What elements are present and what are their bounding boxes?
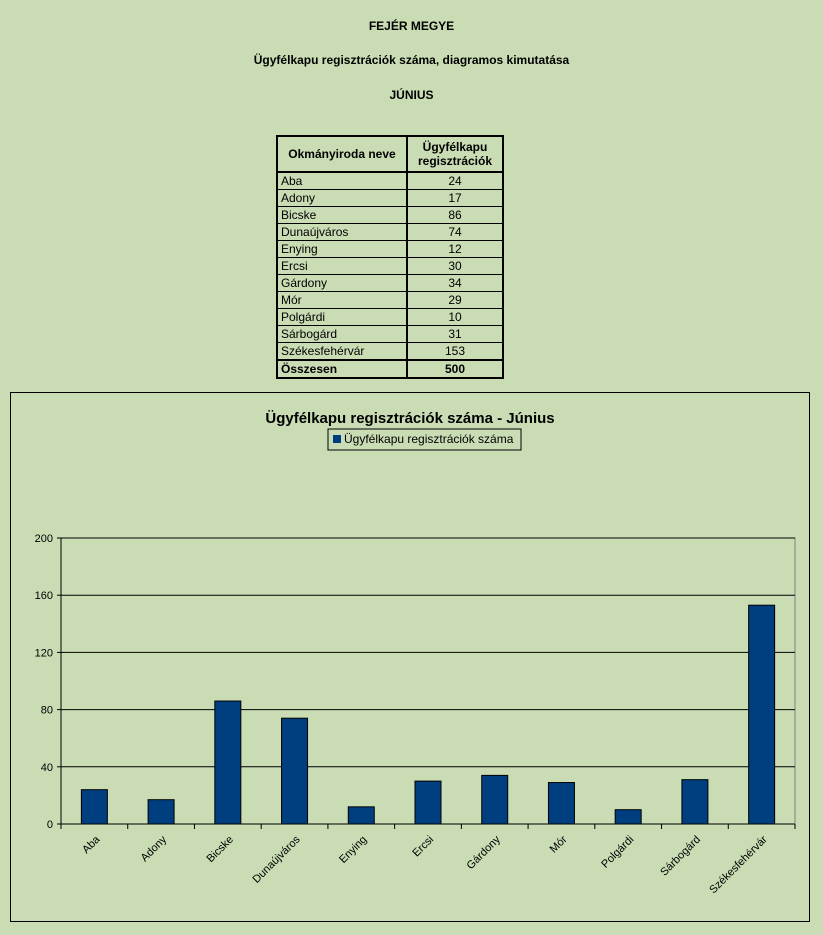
x-tick-label: Ercsi [410,833,437,860]
legend-label: Ügyfélkapu regisztrációk száma [344,432,514,446]
registration-count-cell: 31 [407,326,503,343]
registration-count-cell: 24 [407,172,503,190]
x-tick-label: Székesfehérvár [707,833,770,897]
total-label: Összesen [277,360,407,378]
column-header-line2: regisztrációk [417,154,493,168]
bar [415,781,441,824]
registration-count-cell: 74 [407,224,503,241]
chart-title: Ügyfélkapu regisztrációk száma - Június [265,410,555,427]
office-name-cell: Sárbogárd [277,326,407,343]
table-row [277,224,503,241]
y-tick-label: 160 [34,590,53,603]
table-row [277,172,503,190]
bar [282,718,308,824]
y-tick-label: 40 [40,761,53,774]
x-tick-label: Sárbogárd [658,833,704,879]
column-header-registrations [407,136,503,172]
y-tick-label: 0 [46,819,53,831]
office-name-cell: Enying [277,241,407,258]
table-row [277,241,503,258]
table-row [277,309,503,326]
column-header-line1: Ügyfélkapu [422,140,488,154]
x-tick-label: Gárdony [464,833,503,872]
bar [81,790,107,824]
bar [215,701,241,824]
table-row [277,258,503,275]
office-name-cell: Ercsi [277,258,407,275]
x-tick-label: Bicske [204,833,236,866]
registration-count-cell: 29 [407,292,503,309]
office-name-cell: Gárdony [277,275,407,292]
x-tick-label: Polgárdi [599,833,637,871]
chart-area [10,392,810,922]
table-body [277,172,503,378]
office-name-cell: Adony [277,190,407,207]
office-name-cell: Székesfehérvár [277,343,407,361]
registration-count-cell: 34 [407,275,503,292]
bar [348,807,374,824]
office-name-cell: Dunaújváros [277,224,407,241]
registration-count-cell: 17 [407,190,503,207]
month-label: JÚNIUS [389,88,434,102]
x-tick-label: Enying [337,833,370,866]
office-name-cell: Bicske [277,207,407,224]
x-tick-label: Dunaújváros [250,833,303,886]
bar-chart [11,393,809,921]
legend-swatch [333,435,341,443]
registrations-table [276,135,504,379]
table-row [277,207,503,224]
office-name-cell: Polgárdi [277,309,407,326]
table-row [277,275,503,292]
bar [682,780,708,824]
page-title: FEJÉR MEGYE [368,19,455,33]
bar [615,810,641,824]
bar [482,775,508,824]
x-tick-label: Mór [547,833,570,856]
table-row [277,326,503,343]
registration-count-cell: 10 [407,309,503,326]
registration-count-cell: 153 [407,343,503,361]
office-name-cell: Mór [277,292,407,309]
column-header-office: Okmányiroda neve [277,136,407,172]
registration-count-cell: 30 [407,258,503,275]
total-row [277,360,503,378]
page-subtitle: Ügyfélkapu regisztrációk száma, diagramos kimutatása [253,53,570,67]
registration-count-cell: 86 [407,207,503,224]
table-row [277,343,503,361]
table-row [277,292,503,309]
office-name-cell: Aba [277,172,407,190]
registration-count-cell: 12 [407,241,503,258]
table-row [277,190,503,207]
y-tick-label: 120 [34,647,53,660]
bar [548,783,574,824]
total-value: 500 [407,360,503,378]
x-tick-label: Aba [80,833,103,856]
y-tick-label: 80 [40,704,53,717]
x-tick-label: Adony [138,833,170,865]
y-tick-label: 200 [34,533,53,545]
table-header-row [277,136,503,172]
bar [148,800,174,824]
bar [749,605,775,824]
